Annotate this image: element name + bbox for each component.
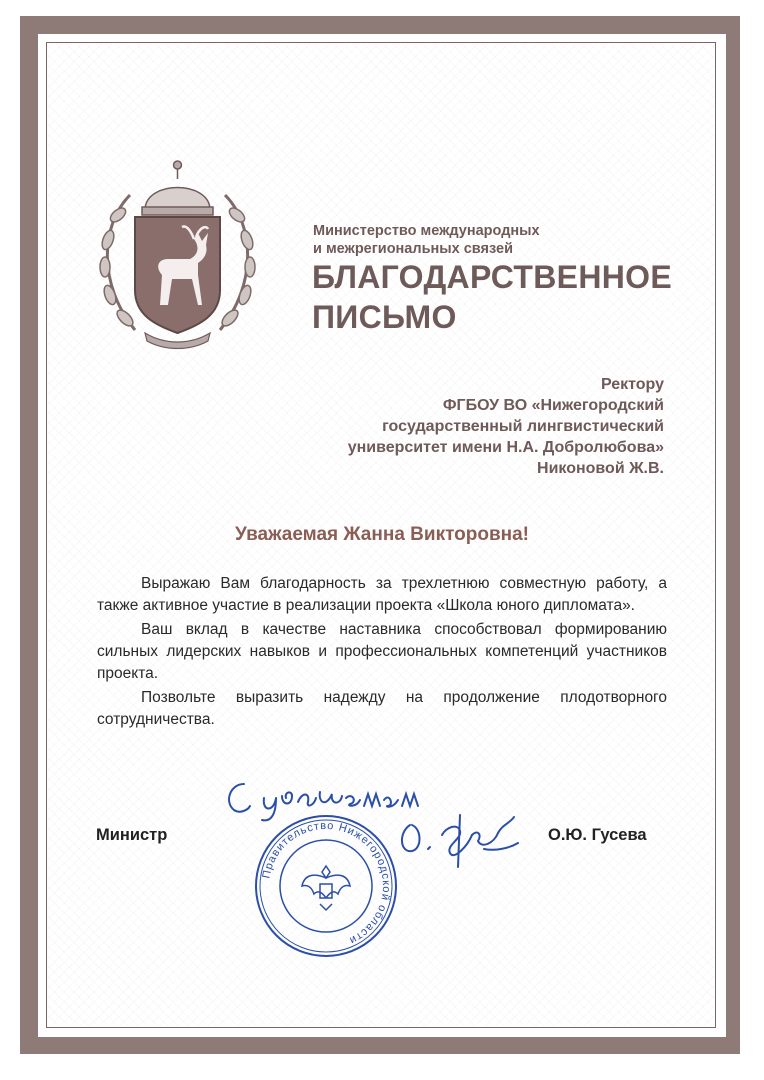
- ministry-line-1: Министерство международных: [313, 223, 540, 239]
- title-line-1: БЛАГОДАРСТВЕННОЕ: [312, 259, 672, 295]
- addressee-line-5: Никоновой Ж.В.: [537, 460, 664, 477]
- minister-name: О.Ю. Гусева: [548, 826, 647, 844]
- ministry-line-2: и межрегиональных связей: [313, 241, 513, 257]
- handwritten-signature: [398, 805, 528, 875]
- body-paragraph-1: Выражаю Вам благодарность за трехлетнюю совместную работу, а также активное участие в реализации проекта «Школа юного дипломата».: [97, 575, 667, 614]
- addressee-line-1: Ректору: [600, 376, 664, 393]
- salutation: Уважаемая Жанна Викторовна!: [234, 524, 530, 545]
- document-title: [312, 257, 672, 337]
- body-paragraph-3: Позвольте выразить надежду на продолжение плодотворного сотрудничества.: [97, 689, 667, 728]
- title-line-2: ПИСЬМО: [312, 299, 457, 335]
- addressee-line-2: ФГБОУ ВО «Нижегородский: [442, 397, 664, 414]
- letter-body: [97, 573, 667, 733]
- addressee-line-4: университет имени Н.А. Добролюбова»: [347, 439, 664, 456]
- svg-text:Правительство Нижегородской об: Правительство Нижегородской области: [260, 819, 393, 947]
- body-paragraph-2: Ваш вклад в качестве наставника способствовал формированию сильных лидерских навыков и профессиональных компетенций участников проекта.: [97, 621, 667, 682]
- official-seal-icon: [252, 812, 400, 960]
- ministry-name: [313, 222, 540, 258]
- minister-position: Министр: [96, 826, 168, 844]
- coat-of-arms-icon: [90, 155, 265, 355]
- addressee-line-3: государственный лингвистический: [382, 418, 664, 435]
- addressee-block: [348, 374, 664, 479]
